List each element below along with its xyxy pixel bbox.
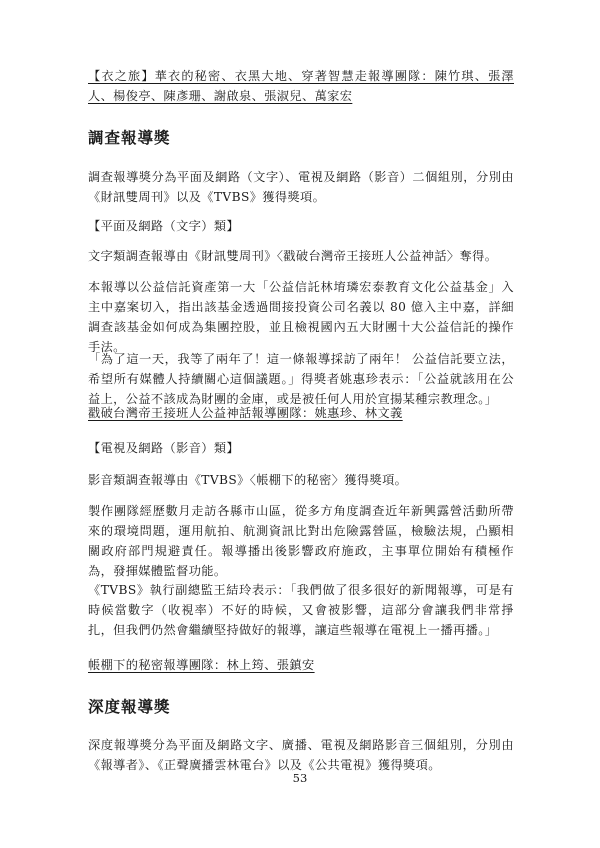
section-title-investigative: 調查報導獎 <box>88 128 171 147</box>
paragraph-print-summary: 本報導以公益信託資產第一大「公益信託林堉璘宏泰教育文化公益基金」入主中嘉案切入，指出該基金透過間接投資公司名義以 80 億入主中嘉，詳細調查該基金如何成為集團控股，並且檢視國內五大財團十大公益信託的操作手法。 <box>88 280 514 354</box>
page-number: 53 <box>292 771 308 785</box>
top-team-credit: 【衣之旅】華衣的秘密、衣黑大地、穿著智慧走報導團隊：陳竹琪、張澤人、楊俊亭、陳彥珊、謝啟泉、張淑兒、萬家宏 <box>88 69 514 103</box>
section-intro-indepth: 深度報導獎分為平面及網路文字、廣播、電視及網路影音三個組別，分別由《報導者》、《正聲廣播雲林電台》以及《公共電視》獲得獎項。 <box>88 738 514 772</box>
group-heading-video: 【電視及網路（影音）類】 <box>88 441 240 455</box>
team-credit-print: 戳破台灣帝王接班人公益神話報導團隊：姚惠珍、林文義 <box>88 406 403 420</box>
paragraph-video-quote: 《TVBS》執行副總監王結玲表示：「我們做了很多很好的新聞報導，可是有時候當數字（收視率）不好的時候，又會被影響，這部分會讓我們非常掙扎，但我們仍然會繼續堅持做好的報導，讓這些報導在電視上一播再播。」 <box>88 583 514 637</box>
paragraph-print-quote: 「為了這一天，我等了兩年了！這一條報導採訪了兩年！ 公益信託要立法，希望所有媒體人持續關心這個議題。」得獎者姚惠珍表示：「公益就該用在公益上，公益不該成為財團的金庫，或是被任何人用於宣揚某種宗教理念。」 <box>88 352 514 406</box>
group-heading-print: 【平面及網路（文字）類】 <box>88 219 240 233</box>
section-intro-investigative: 調查報導獎分為平面及網路（文字）、電視及網路（影音）二個組別，分別由《財訊雙周刊》以及《TVBS》獲得獎項。 <box>88 170 514 204</box>
paragraph-video-award: 影音類調查報導由《TVBS》〈帳棚下的秘密〉獲得獎項。 <box>88 473 408 487</box>
paragraph-print-award: 文字類調查報導由《財訊雙周刊》〈戳破台灣帝王接班人公益神話〉奪得。 <box>88 249 498 263</box>
paragraph-video-summary: 製作團隊經歷數月走訪各縣市山區，從多方角度調查近年新興露營活動所帶來的環境問題，運用航拍、航測資訊比對出危險露營區，檢驗法規，凸顯相關政府部門規避責任。報導播出後影響政府施政，主事單位開始有積極作為，發揮媒體監督功能。 <box>88 504 514 578</box>
section-title-indepth: 深度報導獎 <box>88 697 171 716</box>
team-credit-video: 帳棚下的秘密報導團隊：林上筠、張鎮安 <box>88 658 315 672</box>
